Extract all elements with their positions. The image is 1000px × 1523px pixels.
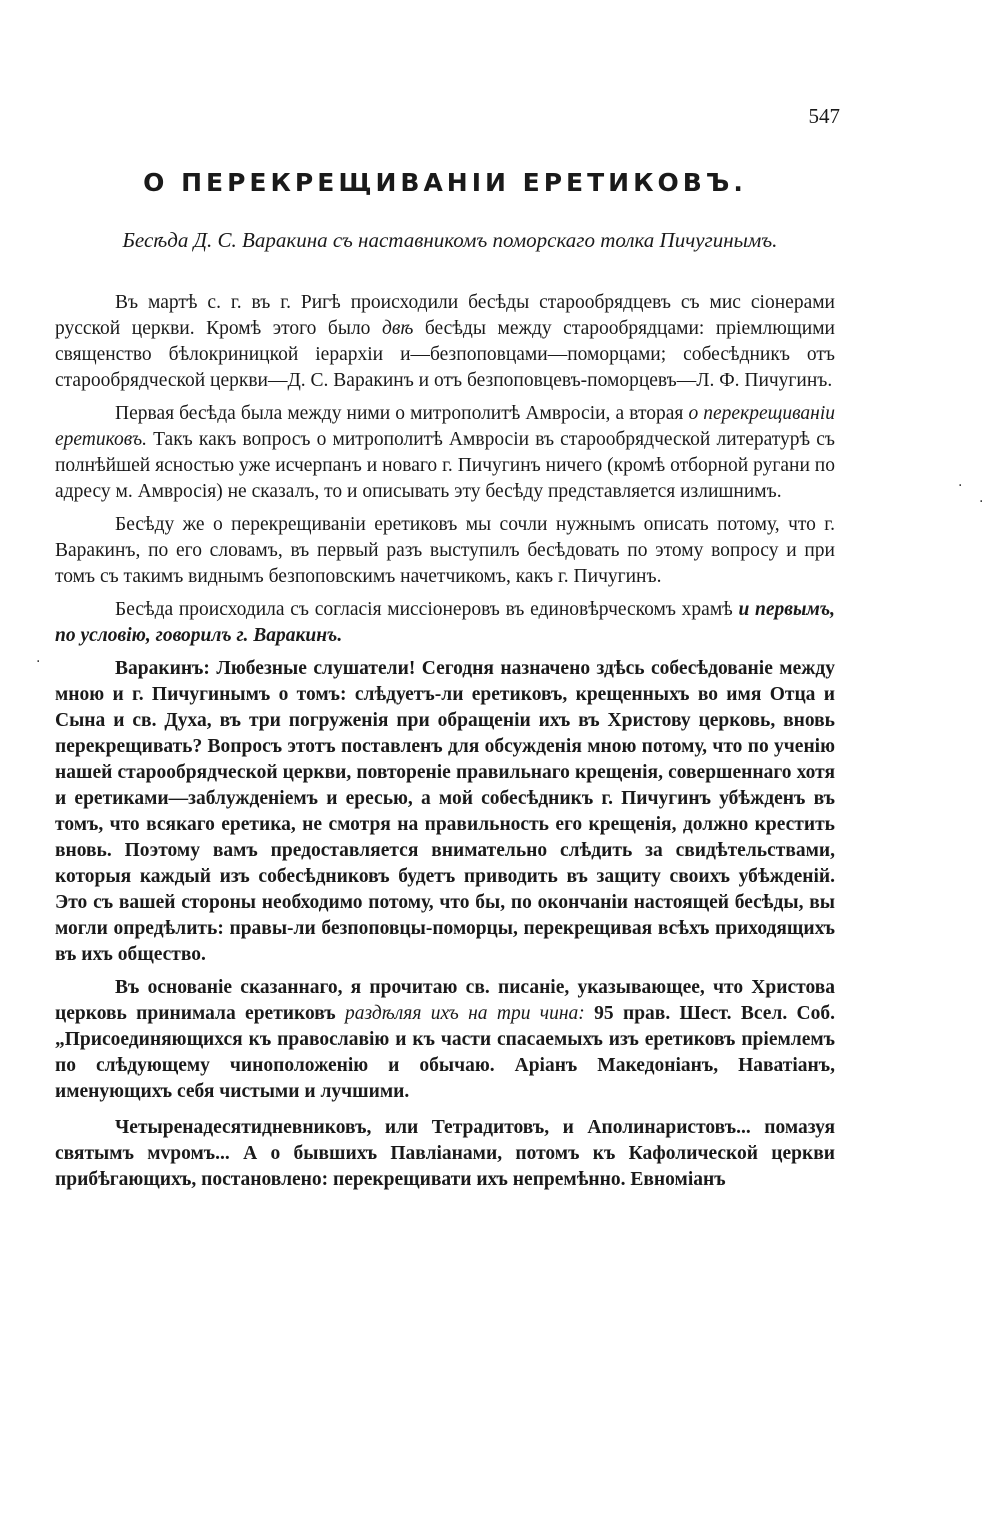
paragraph-2: Первая бесѣда была между ними о митрополитѣ Амвросіи, а вторая о перекрещиваніи еретиковъ. Такъ какъ вопросъ о митрополитѣ Амвросіи въ старообрядческой литературѣ съ полнѣйшей ясностью уже исчерпанъ и новаго г. Пичугинъ ничего (кромѣ отборной ругани по адресу м. Амвросія) не сказалъ, то и описывать эту бесѣду представляется излишнимъ. (55, 403, 835, 502)
margin-speck: · (979, 494, 984, 510)
paragraph-4: Бесѣда происходила съ согласія миссіонеровъ въ единовѣрческомъ храмѣ и первымъ, по условію, говорилъ г. Варакинъ. (55, 599, 835, 646)
article-subtitle: Бесѣда Д. С. Варакина съ наставникомъ поморскаго толка Пичугинымъ. (122, 228, 778, 252)
paragraph-3: Бесѣду же о перекрещиваніи еретиковъ мы сочли нужнымъ описать потому, что г. Варакинъ, по его словамъ, въ первый разъ выступилъ бесѣдовать по этому вопросу и при томъ съ такимъ виднымъ безпоповскимъ начетчикомъ, какъ г. Пичугинъ. (55, 514, 835, 587)
article-body (55, 290, 835, 1200)
article-title: О ПЕРЕКРЕЩИВАНІИ ЕРЕТИКОВЪ. (143, 168, 747, 197)
paragraph-1: Въ мартѣ с. г. въ г. Ригѣ происходили бесѣды старообрядцевъ съ мис сіонерами русской церкви. Кромѣ этого было двѣ бесѣды между старообрядцами: пріемлющими священство бѣлокриницкой іерархіи и—безпоповцами—поморцами; собесѣдникъ отъ старообрядческой церкви—Д. С. Варакинъ и отъ безпоповцевъ-поморцевъ—Л. Ф. Пичугинъ. (55, 292, 835, 391)
page-number: 547 (808, 104, 840, 128)
paragraph-5-speech: Варакинъ: Любезные слушатели! Сегодня назначено здѣсь собесѣдованіе между мною и г. Пичугинымъ о томъ: слѣдуетъ-ли еретиковъ, крещенныхъ во имя Отца и Сына и св. Духа, въ три погруженія при обращеніи ихъ въ Христову церковь, вновь перекрещивать? Вопросъ этотъ поставленъ для обсужденія мною потому, что по ученію нашей старообрядческой церкви, повтореніе правильнаго крещенія, совершеннаго хотя и еретиками—заблужденіемъ и ересью, а мой собесѣдникъ г. Пичугинъ убѣжденъ въ томъ, что всякаго еретика, не смотря на правильность его крещенія, должно крестить вновь. Поэтому вамъ предоставляется внимательно слѣдить за свидѣтельствами, которыя каждый изъ собесѣдниковъ будетъ приводить въ защиту своихъ убѣжденій. Это съ вашей стороны необходимо потому, что бы, по окончаніи настоящей бесѣды, вы могли опредѣлить: правы-ли безпоповцы-поморцы, перекрещивая всѣхъ приходящихъ въ ихъ общество. (55, 658, 835, 965)
paragraph-6: Въ основаніе сказаннаго, я прочитаю св. писаніе, указывающее, что Христова церковь принимала еретиковъ раздѣляя ихъ на три чина: 95 прав. Шест. Всел. Соб. „Присоединяющихся къ православію и къ части спасаемыхъ изъ еретиковъ пріемлемъ по слѣдующему чиноположенію и обычаю. Аріанъ Македоніанъ, Наватіанъ, именующихъ себя чистыми и лучшими. (55, 977, 836, 1102)
margin-speck: · (36, 654, 41, 670)
margin-speck: · (958, 478, 963, 494)
paragraph-7: Четыренадесятидневниковъ, или Тетрадитовъ, и Аполинаристовъ... помазуя святымъ мvромъ... А о бывшихъ Павліанами, потомъ къ Кафолической церкви прибѣгающихъ, постановлено: перекрещивати ихъ непремѣнно. Евноміанъ (55, 1117, 835, 1190)
